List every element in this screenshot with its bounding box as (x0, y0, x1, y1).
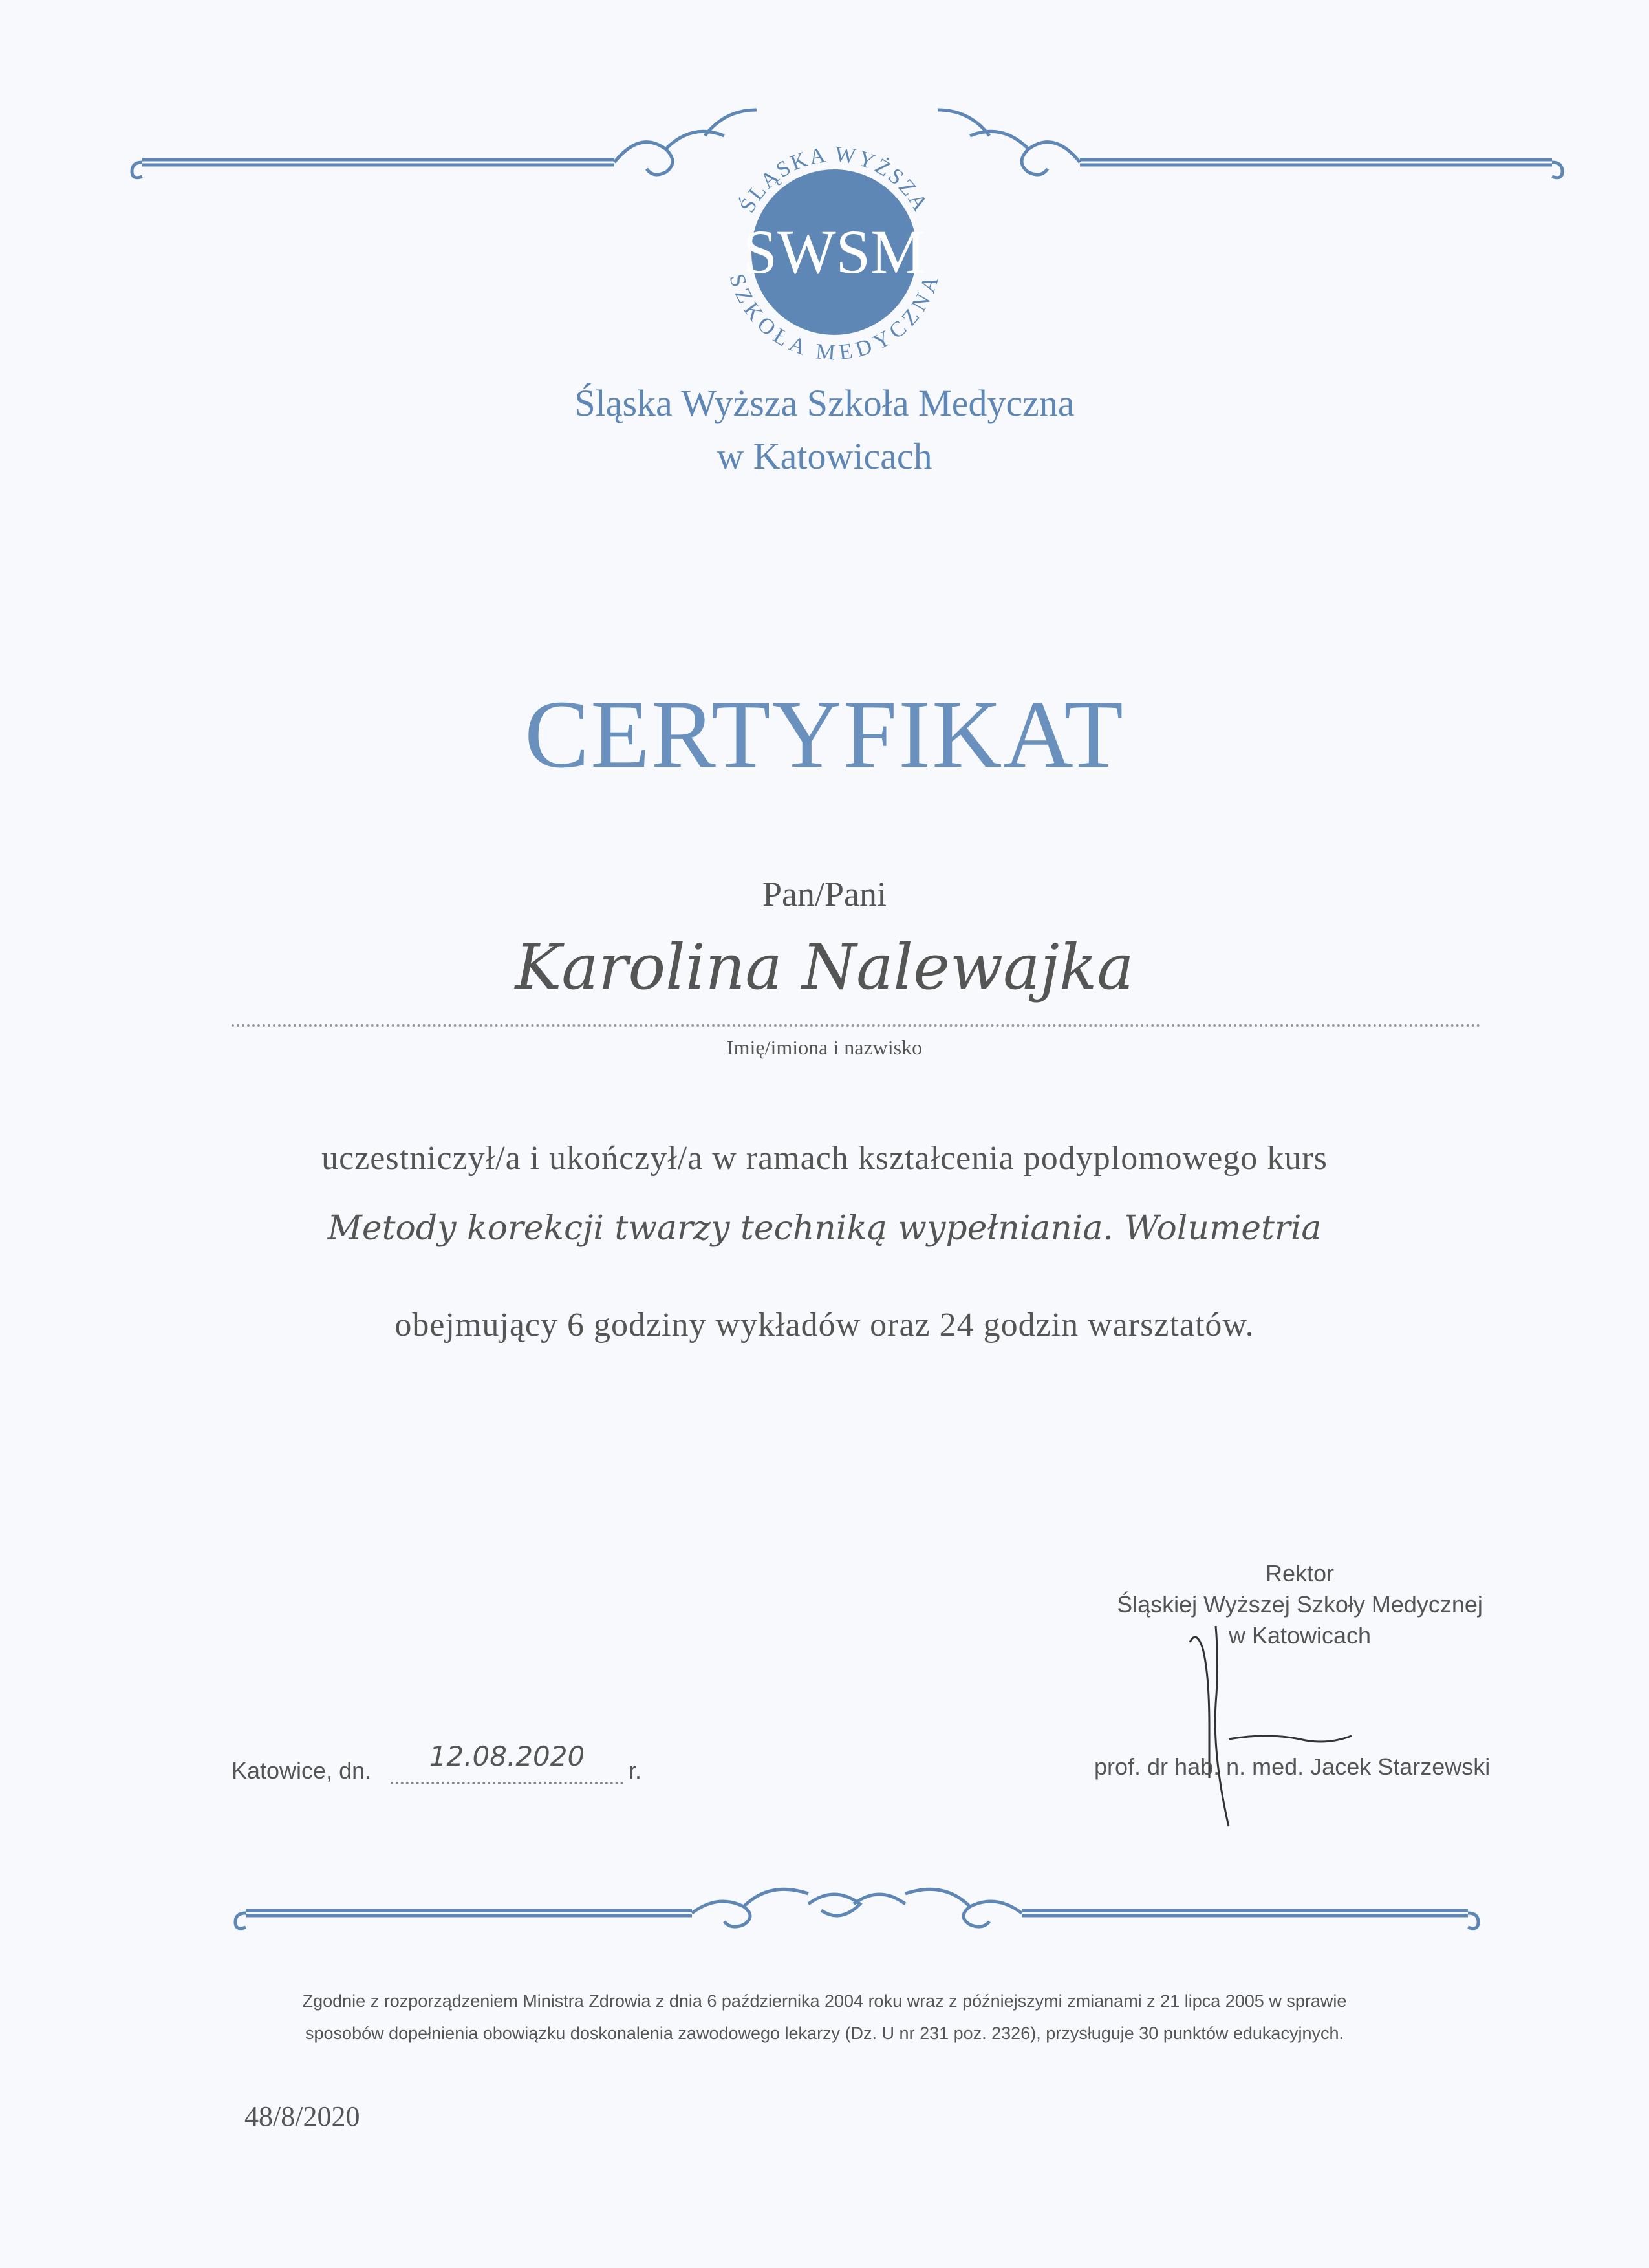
name-dotted-line (232, 1024, 1481, 1027)
recipient-name: Karolina Nalewajka (515, 931, 1134, 1003)
rektor-institution: Śląskiej Wyższej Szkoły Medycznej (1117, 1591, 1483, 1618)
place-label: Katowice, dn. (232, 1757, 372, 1784)
date-dotted-line (391, 1782, 623, 1784)
signer-name: prof. dr hab. n. med. Jacek Starzewski (1094, 1753, 1491, 1780)
handwritten-signature-icon (1183, 1623, 1390, 1830)
footer-line-1: Zgodnie z rozporządzeniem Ministra Zdrowia z dnia 6 października 2004 roku wraz z późniejszymi zmianami z 21 lipca 2005 w sprawie (302, 1991, 1347, 2011)
name-caption: Imię/imiona i nazwisko (726, 1036, 923, 1059)
date-suffix: r. (629, 1757, 642, 1784)
reference-number: 48/8/2020 (244, 2101, 360, 2132)
footer-line-2: sposobów dopełnienia obowiązku doskonalenia zawodowego lekarzy (Dz. U nr 231 poz. 2326), przysługuje 30 punktów edukacyjnych. (305, 2024, 1344, 2043)
svg-text:ŚLĄSKA WYŻSZA: ŚLĄSKA WYŻSZA (735, 142, 933, 217)
course-hours: obejmujący 6 godziny wykładów oraz 24 godzin warsztatów. (394, 1307, 1255, 1343)
salutation: Pan/Pani (762, 875, 887, 914)
footer-legal-note (194, 1985, 1455, 2049)
rektor-title: Rektor (1265, 1560, 1335, 1587)
rektor-city: w Katowicach (1228, 1622, 1372, 1649)
certificate-title: CERTYFIKAT (524, 681, 1125, 788)
institution-name: Śląska Wyższa Szkoła Medyczna (574, 382, 1075, 424)
course-name: Metody korekcji twarzy techniką wypełniania. Wolumetria (327, 1209, 1322, 1248)
svg-text:SWSM: SWSM (742, 217, 926, 286)
svg-text:SZKOŁA MEDYCZNA: SZKOŁA MEDYCZNA (724, 271, 944, 365)
swsm-seal-icon (705, 123, 964, 381)
bottom-ornamental-divider-icon (226, 1878, 1487, 1943)
completion-statement: uczestniczył/a i ukończył/a w ramach kształcenia podyplomowego kurs (321, 1140, 1328, 1177)
issue-date: 12.08.2020 (429, 1740, 585, 1772)
institution-city: w Katowicach (717, 435, 932, 477)
